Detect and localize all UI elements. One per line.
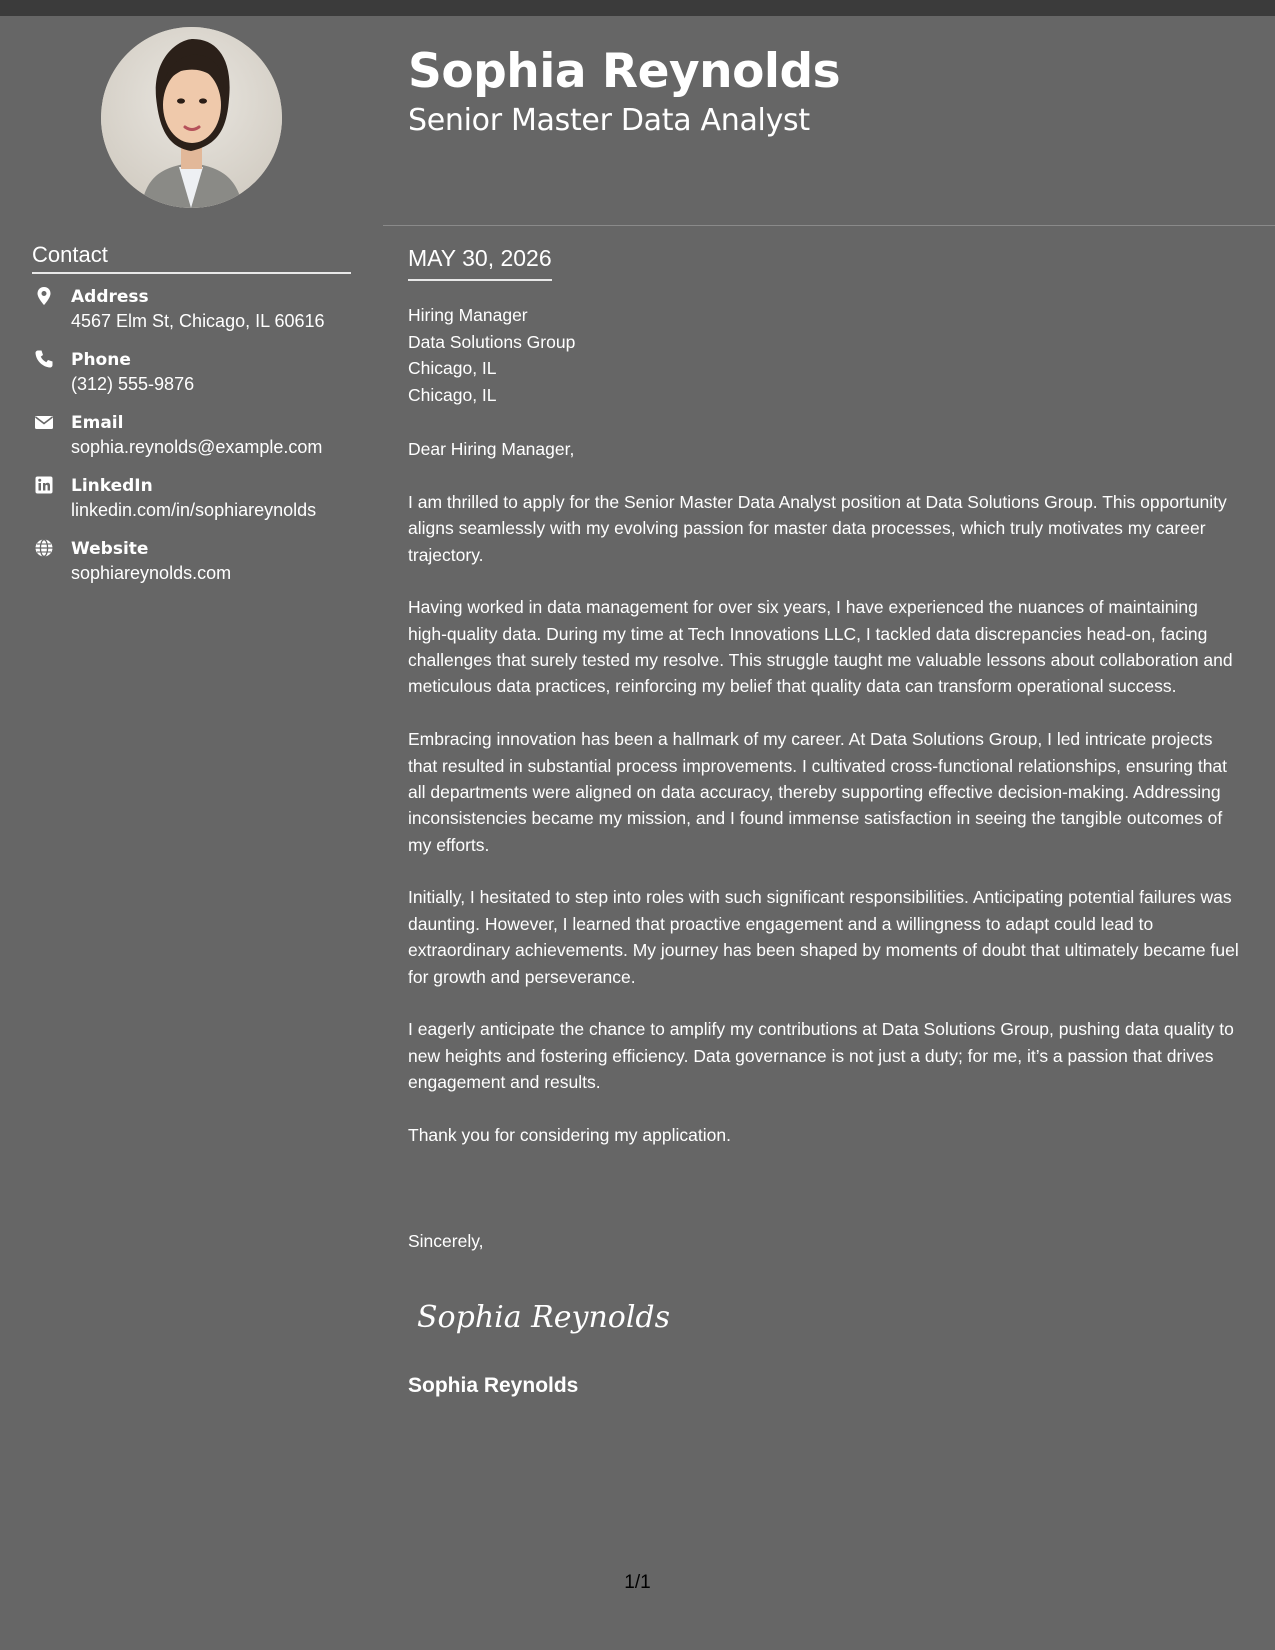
letter-paragraph: I eagerly anticipate the chance to amplify my contributions at Data Solutions Group, pushing data quality to new heights and fostering efficiency. Data governance is not just a duty; for me, it’s a passion that drives engagement and results. [408, 1019, 1234, 1093]
contact-label: Email [71, 413, 124, 433]
recipient-line: Data Solutions Group [408, 331, 576, 352]
header-divider [383, 225, 1275, 226]
letter-paragraph: Having worked in data management for over six years, I have experienced the nuances of maintaining high-quality data. During my time at Tech Innovations LLC, I tackled data discrepancies head-on, facing challenges that surely tested my resolve. This struggle taught me valuable lessons about collaboration and meticulous data practices, reinforcing my belief that quality data can transform operational success. [408, 597, 1233, 697]
signature-text: Sophia Reynolds [417, 1300, 671, 1335]
contact-value[interactable]: sophia.reynolds@example.com [71, 437, 323, 457]
recipient-line: Chicago, IL [408, 384, 497, 405]
recipient-line: Hiring Manager [408, 305, 528, 325]
contact-label: LinkedIn [71, 476, 153, 496]
letter-date: MAY 30, 2026 [408, 243, 552, 281]
salutation: Dear Hiring Manager, [408, 439, 575, 459]
contact-item-phone [32, 347, 362, 410]
contact-heading: Contact [32, 240, 351, 274]
letter-paragraph: I am thrilled to apply for the Senior Master Data Analyst position at Data Solutions Group. This opportunity aligns seamlessly with my evolving passion for master data processes, which truly motivates my career trajectory. [408, 491, 1227, 565]
contact-label: Phone [71, 350, 131, 370]
top-bar [0, 0, 1275, 16]
contact-value: 4567 Elm St, Chicago, IL 60616 [71, 311, 325, 331]
letter-paragraph: Embracing innovation has been a hallmark of my career. At Data Solutions Group, I led intricate projects that resulted in substantial process improvements. I cultivated cross-functional relationships, ensuring that all departments were aligned on data accuracy, thereby supporting effective decision-making. Addressing inconsistencies became my mission, and I found immense satisfaction in seeing the tangible outcomes of my efforts. [408, 729, 1228, 855]
closing: Sincerely, [408, 1231, 484, 1251]
signer-name: Sophia Reynolds [408, 1374, 579, 1397]
linkedin-icon [34, 475, 54, 495]
contact-item-linkedin [32, 473, 362, 536]
contact-value[interactable]: sophiareynolds.com [71, 563, 232, 583]
contact-item-email [32, 410, 362, 473]
globe-icon [34, 538, 54, 558]
map-pin-icon [34, 286, 54, 306]
phone-icon [34, 349, 54, 369]
job-title: Senior Master Data Analyst [408, 103, 810, 138]
signature-image [413, 1285, 673, 1350]
letter-body [408, 436, 1240, 1175]
contact-label: Website [71, 539, 149, 559]
profile-photo [101, 27, 282, 208]
applicant-name: Sophia Reynolds [408, 44, 841, 99]
contact-value: (312) 555-9876 [71, 374, 195, 394]
page-number: 1/1 [624, 1572, 651, 1593]
contact-value[interactable]: linkedin.com/in/sophiareynolds [71, 500, 317, 520]
contact-list [32, 284, 362, 599]
recipient-block [408, 302, 575, 408]
contact-item-website [32, 536, 362, 599]
contact-item-address [32, 284, 362, 347]
recipient-line: Chicago, IL [408, 358, 497, 378]
letter-paragraph: Thank you for considering my application. [408, 1124, 731, 1145]
envelope-icon [34, 412, 54, 432]
contact-label: Address [71, 287, 149, 307]
letter-paragraph: Initially, I hesitated to step into roles with such significant responsibilities. Anticipating potential failures was daunting. However, I learned that proactive engagement and a willingness to adapt could lead to extraordinary achievements. My journey has been shaped by moments of doubt that ultimately became fuel for growth and perseverance. [408, 887, 1239, 987]
